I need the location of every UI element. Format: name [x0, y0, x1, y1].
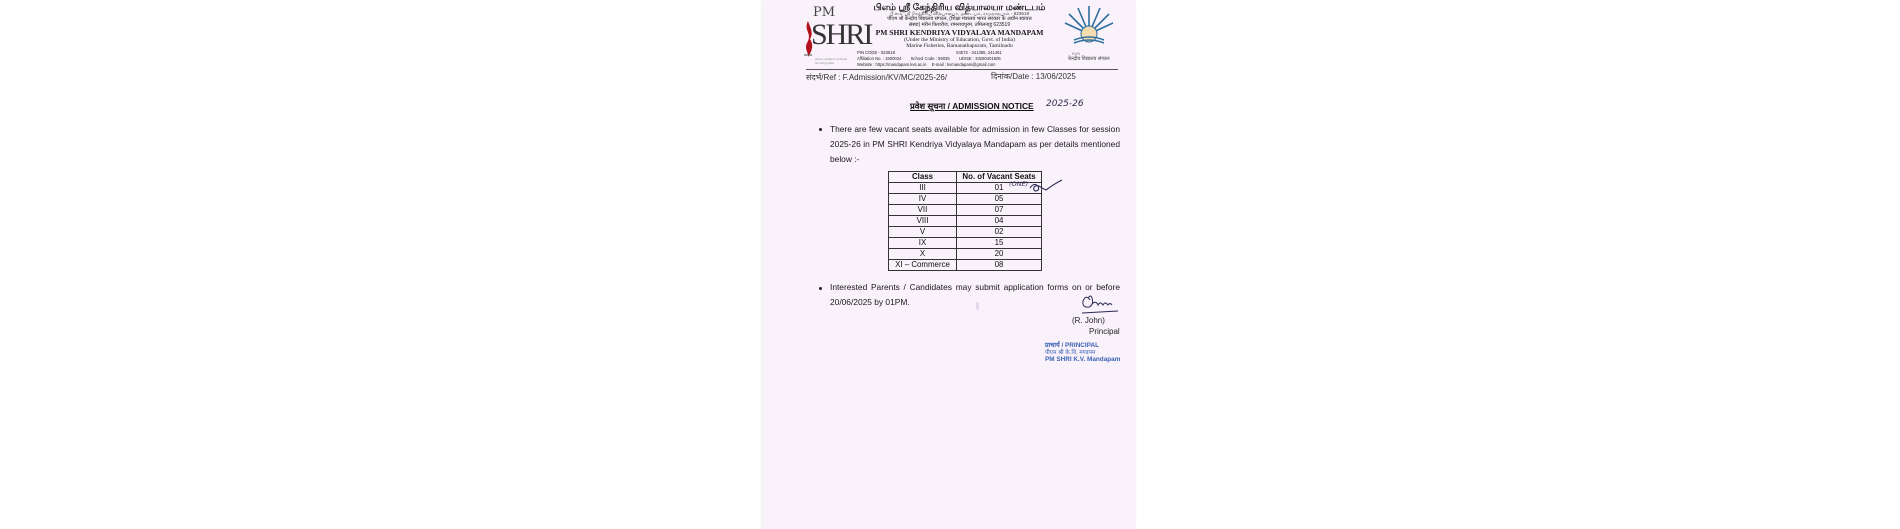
- contact-row-3: [857, 62, 1067, 67]
- shri-logo-text: SHRI: [811, 18, 872, 51]
- address-hindi-line1: पीएम श्री केन्द्रीय विद्यालय संगठन, (शिक्षा मंत्रालय भारत सरकार के अधीन स्वायत्त: [887, 16, 1032, 22]
- reference-number: संदर्भ/Ref : F.Admission/KV/MC/2025-26/: [806, 73, 948, 82]
- table-row: [889, 249, 1042, 260]
- notice-year-handwritten: 2025-26: [1046, 99, 1084, 109]
- table-row: [889, 205, 1042, 216]
- ink-smudge: [976, 302, 979, 310]
- website: Website : https://mandapam.kvs.ac.in: [857, 62, 927, 67]
- location-line: Marine Fisheries, Ramanathapuram, Tamilnadu: [906, 43, 1013, 49]
- seats-cell: 08: [957, 260, 1042, 271]
- deadline-paragraph: Interested Parents / Candidates may submit application forms on or before 20/06/2025 by 01PM.: [830, 282, 1120, 307]
- class-cell: VIII: [889, 216, 957, 227]
- kvs-logo-hindi: केन्द्रीय विद्यालय संगठन: [1068, 56, 1110, 62]
- table-row: [889, 260, 1042, 271]
- column-header-class: Class: [889, 172, 957, 183]
- class-cell: V: [889, 227, 957, 238]
- seats-cell: 01: [957, 183, 1042, 194]
- signatory-designation: Principal: [1089, 327, 1120, 336]
- class-cell: IV: [889, 194, 957, 205]
- letterhead-divider: [806, 69, 1118, 70]
- seats-cell: 07: [957, 205, 1042, 216]
- seats-cell: 04: [957, 216, 1042, 227]
- seats-cell: 05: [957, 194, 1042, 205]
- affiliation-no: Affiliation No. : 1900024: [857, 56, 902, 61]
- bullet: [819, 287, 822, 290]
- pm-shri-logo: [801, 5, 872, 67]
- email: E-mail : kvmandapam@gmail.com: [931, 62, 996, 67]
- stamp-line-1: प्राचार्य / PRINCIPAL: [1045, 342, 1100, 349]
- udise-code: UDISE : 33280401605: [958, 56, 1001, 61]
- class-cell: III: [889, 183, 957, 194]
- address-hindi-line2: संस्था) मरीन फिशरीज, रामनाथपुरम, तमिलनाडु 623519: [908, 22, 1011, 28]
- class-cell: X: [889, 249, 957, 260]
- notice-date: दिनांक/Date : 13/06/2025: [991, 72, 1076, 81]
- kvs-logo: [1062, 4, 1116, 68]
- kvs-logo-text: KVS: [1072, 51, 1081, 56]
- stamp-line-2: पीएम श्री के.वि. मण्डपम: [1045, 350, 1096, 356]
- contact-row-2: [857, 56, 1067, 61]
- class-cell: XI – Commerce: [889, 260, 957, 271]
- school-name-tamil: பிஎம் ஸ்ரீ கேந்திரிய வித்யாலயா மண்டபம்: [873, 2, 1046, 12]
- principal-signature-icon: [1080, 292, 1120, 316]
- document-page: [762, 0, 1135, 529]
- pm-logo-text: PM: [813, 5, 836, 20]
- table-row: [889, 227, 1042, 238]
- seats-cell: 20: [957, 249, 1042, 260]
- notice-title: प्रवेश सूचना / ADMISSION NOTICE: [910, 101, 1034, 111]
- contact-row-1: [857, 50, 1067, 55]
- ministry-line: (Under the Ministry of Education, Govt. of India): [903, 37, 1016, 43]
- handwritten-tick-icon: [1028, 174, 1078, 196]
- vacancy-paragraph: There are few vacant seats available for admission in few Classes for session 2025-26 in PM SHRI Kendriya Vidyalaya Mandapam as per details mentioned below :-: [830, 124, 1120, 164]
- sun-emblem-icon: [1064, 4, 1114, 44]
- table-row: [889, 238, 1042, 249]
- column-header-seats: No. of Vacant Seats: [957, 172, 1042, 183]
- stamp-line-3: PM SHRI K.V. Mandapam: [1045, 356, 1121, 363]
- school-name-english: PM SHRI KENDRIYA VIDYALAYA MANDAPAM: [875, 28, 1044, 37]
- signatory-name: (R. John): [1072, 316, 1105, 325]
- seats-cell: 02: [957, 227, 1042, 238]
- handwritten-note: (ONE): [1009, 180, 1029, 188]
- pin-code: PIN CODE - 623519: [857, 50, 895, 55]
- phone: 04573 - 241385, 241461: [956, 50, 1002, 55]
- seats-cell: 15: [957, 238, 1042, 249]
- table-row: [889, 194, 1042, 205]
- table-row: [889, 216, 1042, 227]
- bullet: [819, 128, 822, 131]
- address-tamil: பீ.எம். ஸ்ரீ கேந்திரிய வித்யாலயா, மண்டபம், ராமநாதபுரம் - 623518: [889, 11, 1030, 16]
- pm-logo-tagline: prime minister's schools for rising india: [815, 57, 847, 65]
- class-cell: VII: [889, 205, 957, 216]
- school-code: School Code : 59035: [910, 56, 950, 61]
- class-cell: IX: [889, 238, 957, 249]
